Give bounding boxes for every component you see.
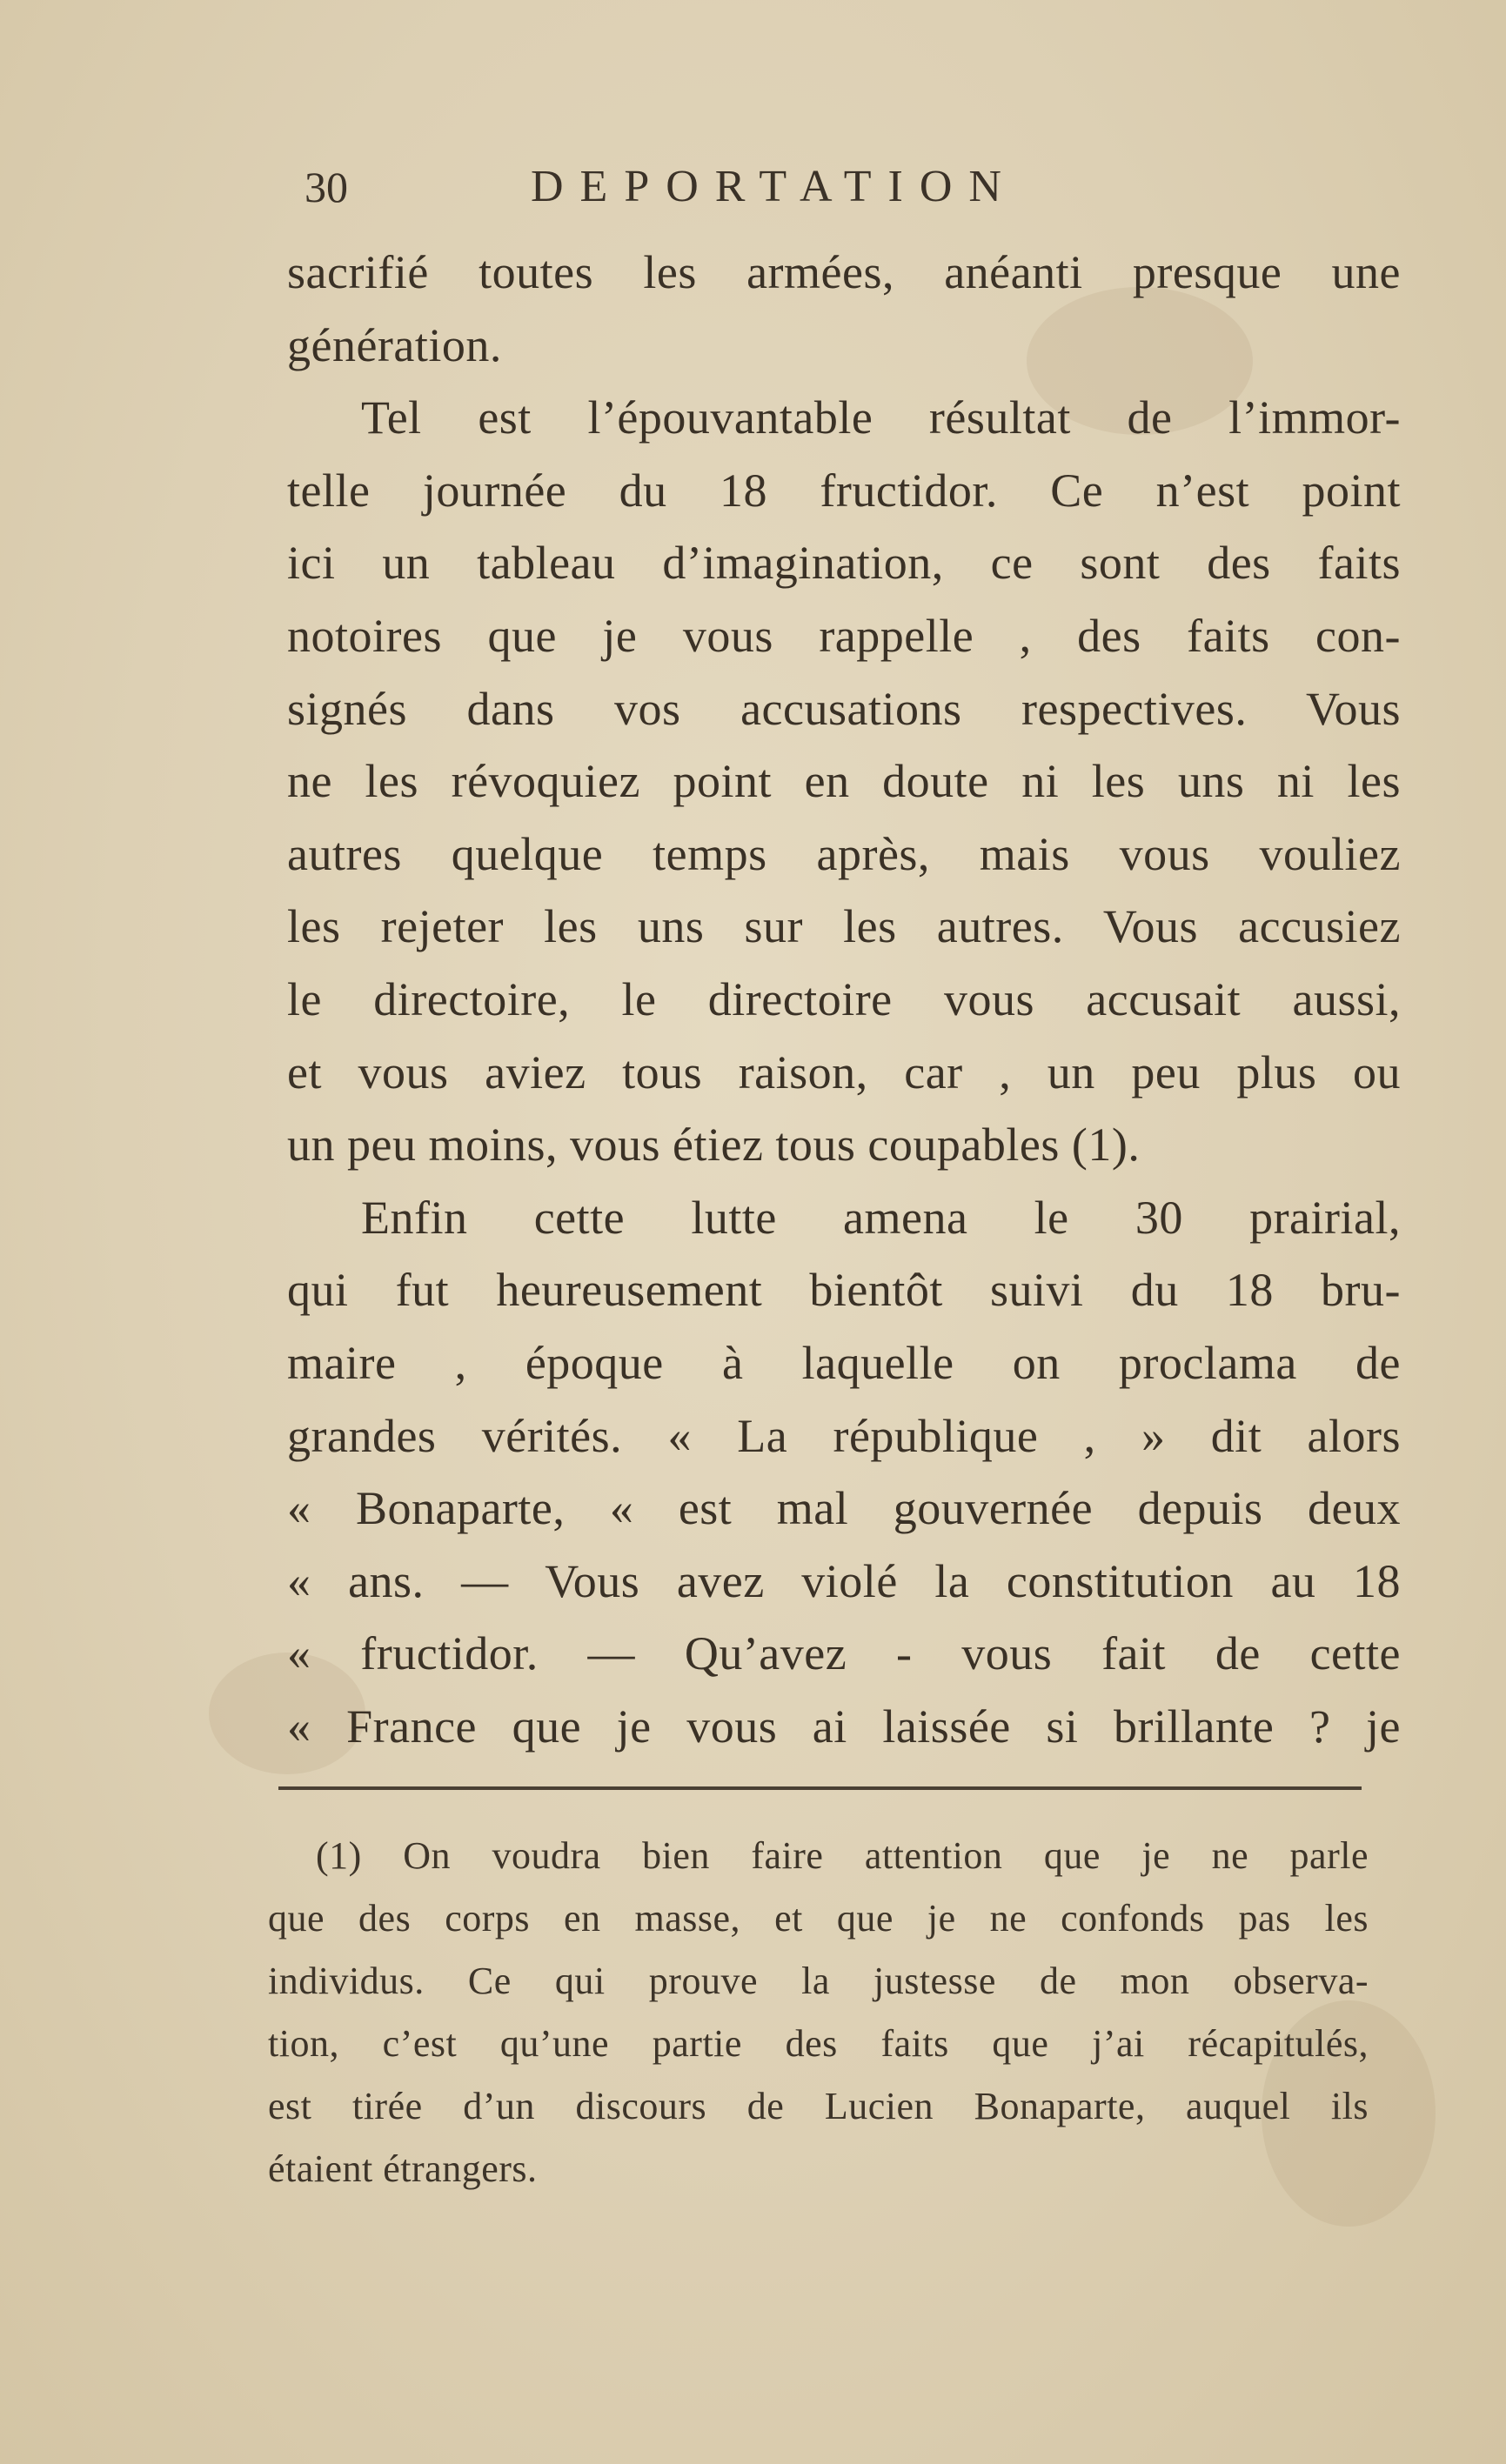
text-line: autres quelque temps après, mais vous vouliez bbox=[287, 827, 1401, 880]
running-head: DEPORTATION bbox=[531, 162, 1018, 211]
footnote-line: tion, c’est qu’une partie des faits que j’ai récapitulés, bbox=[268, 2022, 1369, 2065]
footnote bbox=[268, 1825, 1369, 2200]
text-line: génération. bbox=[287, 318, 502, 371]
text-line: Enfin cette lutte amena le 30 prairial, bbox=[361, 1191, 1401, 1244]
text-line: signés dans vos accusations respectives. Vous bbox=[287, 682, 1401, 735]
text-line: qui fut heureusement bientôt suivi du 18 bru- bbox=[287, 1264, 1401, 1317]
body-text bbox=[287, 237, 1401, 1763]
page-number: 30 bbox=[305, 163, 348, 211]
text-line: « Bonaparte, « est mal gouvernée depuis deux bbox=[287, 1482, 1401, 1535]
text-line: le directoire, le directoire vous accusait aussi, bbox=[287, 972, 1401, 1025]
text-line: les rejeter les uns sur les autres. Vous accusiez bbox=[287, 900, 1401, 953]
footnote-line: individus. Ce qui prouve la justesse de mon observa- bbox=[268, 1960, 1369, 2002]
text-line: un peu moins, vous étiez tous coupables (1). bbox=[287, 1118, 1141, 1172]
page-header bbox=[305, 161, 1209, 222]
footnote-line: (1) On voudra bien faire attention que je ne parle bbox=[316, 1834, 1369, 1877]
text-line: « fructidor. — Qu’avez - vous fait de cette bbox=[287, 1627, 1401, 1680]
text-line: « ans. — Vous avez violé la constitution au 18 bbox=[287, 1554, 1401, 1607]
footnote-line: est tirée d’un discours de Lucien Bonaparte, auquel ils bbox=[268, 2085, 1369, 2127]
text-line: telle journée du 18 fructidor. Ce n’est point bbox=[287, 464, 1401, 517]
text-line: maire , époque à laquelle on proclama de bbox=[287, 1336, 1401, 1389]
text-line: ne les révoquiez point en doute ni les uns ni les bbox=[287, 755, 1401, 808]
text-line: et vous aviez tous raison, car , un peu plus ou bbox=[287, 1045, 1401, 1098]
text-line: notoires que je vous rappelle , des faits con- bbox=[287, 609, 1401, 662]
text-line: « France que je vous ai laissée si brillante ? je bbox=[287, 1699, 1401, 1753]
text-line: sacrifié toutes les armées, anéanti presque une bbox=[287, 246, 1401, 298]
text-line: ici un tableau d’imagination, ce sont des faits bbox=[287, 537, 1401, 590]
text-line: Tel est l’épouvantable résultat de l’immor- bbox=[361, 391, 1401, 444]
text-line: grandes vérités. « La république , » dit alors bbox=[287, 1409, 1401, 1462]
footnote-line: étaient étrangers. bbox=[268, 2147, 538, 2190]
footnote-line: que des corps en masse, et que je ne confonds pas les bbox=[268, 1897, 1369, 1940]
footnote-separator-rule bbox=[278, 1786, 1362, 1790]
